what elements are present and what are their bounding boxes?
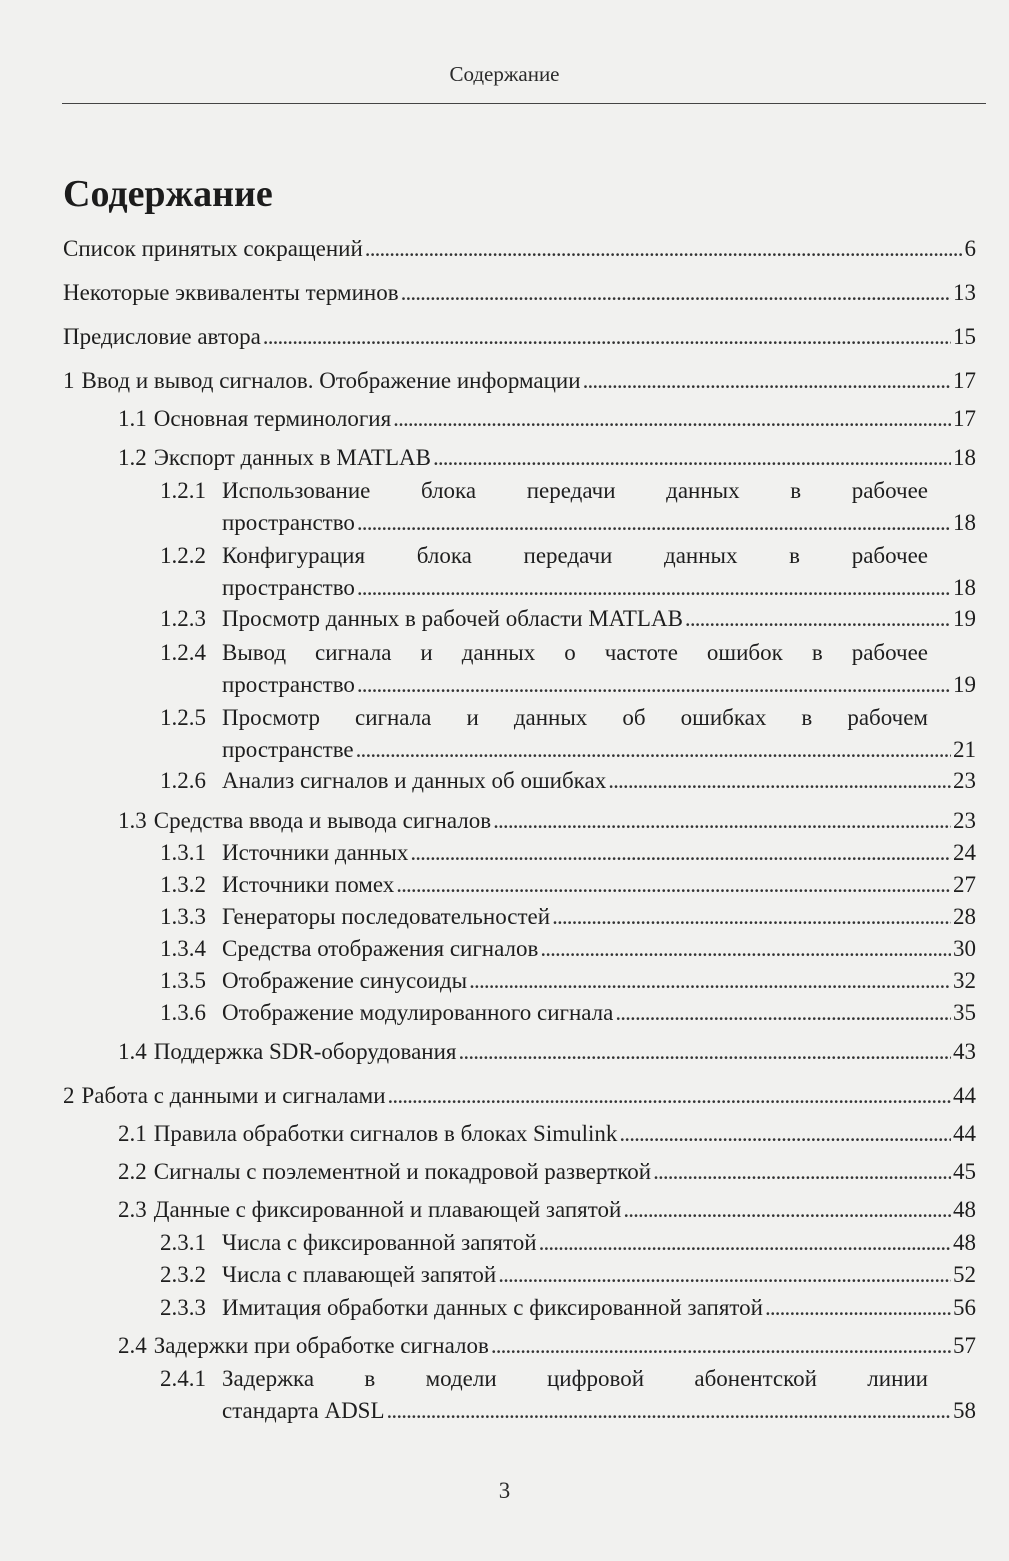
toc-entry-title: Основная терминология (153, 406, 392, 431)
toc-entry (160, 1293, 976, 1323)
toc-leader-dots (685, 604, 951, 634)
toc-entry (160, 1364, 976, 1426)
toc-entry (63, 1081, 976, 1111)
toc-entry-page: 23 (953, 808, 976, 833)
toc-entry-page: 17 (953, 368, 976, 393)
toc-entry-page: 44 (953, 1121, 976, 1146)
toc-entry (160, 766, 976, 796)
toc-entry-number: 1.3.1 (160, 840, 206, 865)
toc-entry-page: 48 (953, 1197, 976, 1222)
toc-entry-title: Просмотр данных в рабочей области MATLAB (222, 606, 683, 631)
toc-leader-dots (387, 1396, 951, 1426)
toc-entry (160, 870, 976, 900)
toc-leader-dots (540, 934, 951, 964)
toc-leader-dots (765, 1293, 951, 1323)
toc-entry-page: 6 (964, 236, 976, 261)
toc-entry-number: 2.3.2 (160, 1262, 206, 1287)
toc-entry-page: 52 (953, 1262, 976, 1287)
toc-leader-dots (608, 766, 951, 796)
toc-entry-number: 1.2.6 (160, 768, 206, 793)
toc-entry-title: Отображение модулированного сигнала (222, 1000, 614, 1025)
toc-entry (63, 322, 976, 352)
toc-entry (160, 998, 976, 1028)
toc-entry-number: 2.3.3 (160, 1295, 206, 1320)
toc-entry-title: Просмотр сигнала и данных об ошибках в рабочем (222, 705, 928, 730)
toc-entry-number: 1.2 (118, 445, 147, 470)
toc-leader-dots (623, 1195, 951, 1225)
toc-entry-title: Поддержка SDR-оборудования (153, 1039, 457, 1064)
toc-entry-title: Имитация обработки данных с фиксированной запятой (222, 1295, 763, 1320)
page-title: Содержание (63, 173, 273, 215)
toc-entry-title: Задержки при обработке сигналов (153, 1333, 489, 1358)
toc-entry-title: Правила обработки сигналов в блоках Simulink (153, 1121, 618, 1146)
toc-entry (118, 404, 976, 434)
toc-entry-number: 1.2.5 (160, 705, 206, 730)
toc-entry-title: Средства ввода и вывода сигналов (153, 808, 492, 833)
toc-leader-dots (357, 670, 951, 700)
toc-entry-title: Источники помех (222, 872, 395, 897)
toc-entry-title: Экспорт данных в MATLAB (153, 445, 431, 470)
toc-entry-page: 28 (953, 904, 976, 929)
toc-leader-dots (653, 1157, 951, 1187)
toc-entry-title-continued: пространстве (222, 737, 354, 762)
toc-entry-title: Данные с фиксированной и плавающей запятой (153, 1197, 622, 1222)
toc-entry-page: 44 (953, 1083, 976, 1108)
toc-entry (160, 1228, 976, 1258)
toc-entry-page: 58 (953, 1398, 976, 1423)
toc-entry-page: 18 (953, 510, 976, 535)
toc-entry-title: Некоторые эквиваленты терминов (63, 280, 399, 305)
toc-entry-number: 2.4.1 (160, 1366, 206, 1391)
toc-entry-number: 1.4 (118, 1039, 147, 1064)
toc-entry-title: Сигналы с поэлементной и покадровой разверткой (153, 1159, 652, 1184)
toc-leader-dots (615, 998, 951, 1028)
toc-entry-page: 48 (953, 1230, 976, 1255)
toc-entry-title-continued: стандарта ADSL (222, 1398, 385, 1423)
toc-entry-number: 1.2.3 (160, 606, 206, 631)
toc-entry-title: Анализ сигналов и данных об ошибках (222, 768, 607, 793)
toc-entry-page: 35 (953, 1000, 976, 1025)
toc-entry-page: 24 (953, 840, 976, 865)
toc-entry-page: 18 (953, 575, 976, 600)
toc-entry-number: 2.3 (118, 1197, 147, 1222)
toc-entry-title: Использование блока передачи данных в рабочее (222, 478, 928, 503)
toc-entry-number: 1.2.2 (160, 543, 206, 568)
toc-entry (118, 1331, 976, 1361)
toc-entry (160, 902, 976, 932)
toc-entry (160, 476, 976, 538)
toc-leader-dots (498, 1260, 951, 1290)
toc-entry (118, 1195, 976, 1225)
toc-entry (160, 934, 976, 964)
toc-entry (63, 234, 976, 264)
toc-leader-dots (491, 1331, 951, 1361)
toc-entry-number: 2.1 (118, 1121, 147, 1146)
toc-entry (160, 541, 976, 603)
toc-entry-number: 1.3 (118, 808, 147, 833)
toc-leader-dots (357, 508, 951, 538)
toc-entry (160, 638, 976, 700)
toc-entry (118, 443, 976, 473)
toc-entry-title-continued: пространство (222, 510, 355, 535)
toc-leader-dots (401, 278, 951, 308)
toc-entry-number: 1.1 (118, 406, 147, 431)
toc-leader-dots (410, 838, 951, 868)
toc-entry-page: 57 (953, 1333, 976, 1358)
toc-leader-dots (459, 1037, 951, 1067)
toc-entry-number: 1.3.3 (160, 904, 206, 929)
toc-leader-dots (619, 1119, 951, 1149)
toc-entry-number: 1.3.4 (160, 936, 206, 961)
toc-entry-page: 17 (953, 406, 976, 431)
toc-entry (63, 366, 976, 396)
page-number: 3 (498, 1478, 511, 1503)
toc-entry-title: Числа с фиксированной запятой (222, 1230, 537, 1255)
toc-entry-page: 27 (953, 872, 976, 897)
toc-leader-dots (393, 404, 951, 434)
toc-entry-page: 21 (953, 737, 976, 762)
toc-entry-title: Задержка в модели цифровой абонентской линии (222, 1366, 928, 1391)
toc-entry-page: 30 (953, 936, 976, 961)
toc-entry-number: 1 (63, 368, 75, 393)
toc-entry-page: 32 (953, 968, 976, 993)
toc-entry-title: Список принятых сокращений (63, 236, 363, 261)
toc-entry-page: 56 (953, 1295, 976, 1320)
toc-entry-title: Отображение синусоиды (222, 968, 468, 993)
toc-entry (160, 838, 976, 868)
toc-entry-number: 2.3.1 (160, 1230, 206, 1255)
toc-entry (118, 806, 976, 836)
toc-leader-dots (356, 735, 951, 765)
toc-entry-page: 19 (953, 606, 976, 631)
toc-entry-title: Работа с данными и сигналами (81, 1083, 386, 1108)
toc-entry-title: Числа с плавающей запятой (222, 1262, 497, 1287)
toc-entry-page: 19 (953, 672, 976, 697)
toc-entry-number: 1.3.6 (160, 1000, 206, 1025)
toc-entry-number: 2.2 (118, 1159, 147, 1184)
toc-entry-title: Средства отображения сигналов (222, 936, 539, 961)
toc-entry-title: Генераторы последовательностей (222, 904, 551, 929)
toc-leader-dots (583, 366, 951, 396)
toc-entry (160, 1260, 976, 1290)
toc-entry-title: Источники данных (222, 840, 409, 865)
toc-leader-dots (539, 1228, 951, 1258)
toc-entry (160, 966, 976, 996)
toc-entry-number: 1.3.2 (160, 872, 206, 897)
toc-entry-page: 18 (953, 445, 976, 470)
toc-entry-title: Предисловие автора (63, 324, 261, 349)
toc-entry-page: 15 (953, 324, 976, 349)
toc-leader-dots (396, 870, 951, 900)
toc-entry-number: 2 (63, 1083, 75, 1108)
toc-entry-title: Ввод и вывод сигналов. Отображение информации (81, 368, 581, 393)
toc-entry-title-continued: пространство (222, 672, 355, 697)
toc-entry-title: Вывод сигнала и данных о частоте ошибок в рабочее (222, 640, 928, 665)
toc-entry-page: 43 (953, 1039, 976, 1064)
toc-entry (160, 604, 976, 634)
toc-leader-dots (552, 902, 951, 932)
toc-entry-title-continued: пространство (222, 575, 355, 600)
toc-entry-number: 1.3.5 (160, 968, 206, 993)
toc-leader-dots (493, 806, 951, 836)
running-head: Содержание (449, 62, 560, 86)
toc-leader-dots (357, 573, 951, 603)
toc-entry (118, 1157, 976, 1187)
toc-entry-number: 2.4 (118, 1333, 147, 1358)
toc-entry (63, 278, 976, 308)
toc-leader-dots (365, 234, 963, 264)
toc-entry (118, 1037, 976, 1067)
toc-entry-number: 1.2.4 (160, 640, 206, 665)
toc-entry (118, 1119, 976, 1149)
toc-entry-title: Конфигурация блока передачи данных в рабочее (222, 543, 928, 568)
toc-entry-page: 13 (953, 280, 976, 305)
toc-entry (160, 703, 976, 765)
toc-leader-dots (469, 966, 951, 996)
toc-entry-number: 1.2.1 (160, 478, 206, 503)
toc-entry-page: 45 (953, 1159, 976, 1184)
toc-leader-dots (263, 322, 951, 352)
toc-entry-page: 23 (953, 768, 976, 793)
toc-leader-dots (433, 443, 951, 473)
toc-leader-dots (388, 1081, 951, 1111)
